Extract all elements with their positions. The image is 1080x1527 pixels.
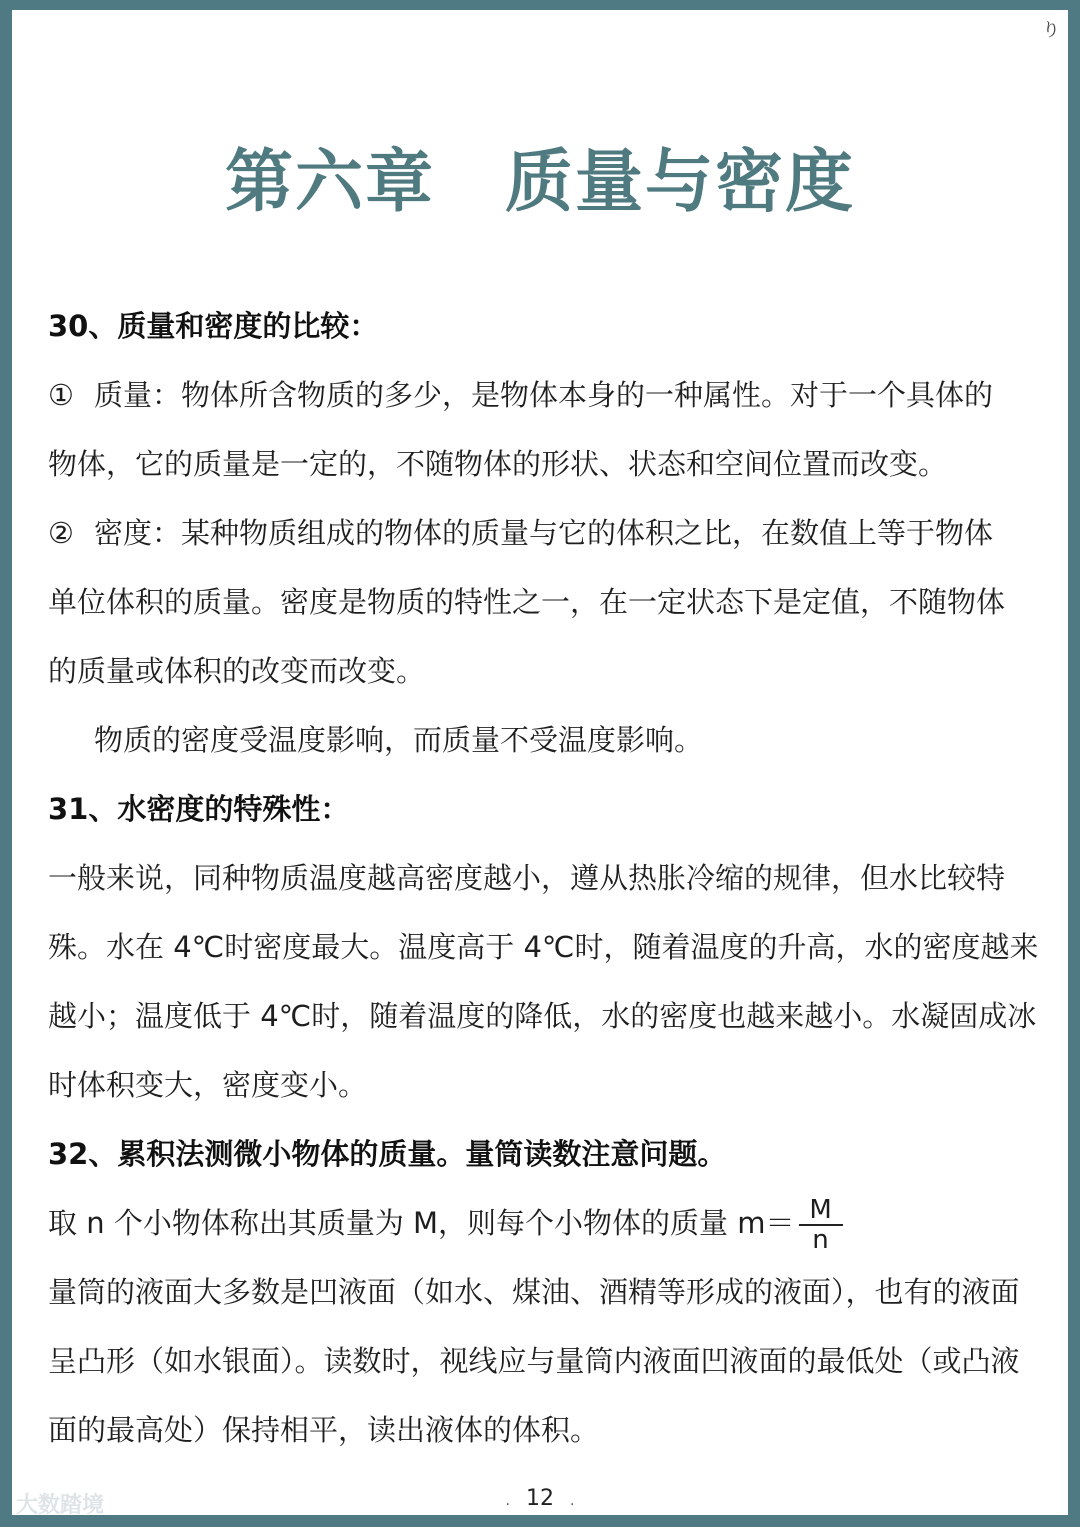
s30-item2-line3: 的质量或体积的改变而改变。	[48, 654, 426, 688]
corner-mark: り	[1042, 20, 1060, 41]
chapter-name: 质量与密度	[505, 143, 856, 222]
s31-line4: 时体积变大，密度变小。	[48, 1068, 368, 1102]
section-30-heading: 30、质量和密度的比较：	[48, 309, 379, 343]
s32-line3: 呈凸形（如水银面）。读数时，视线应与量筒内液面凹液面的最低处（或凸液	[48, 1344, 1020, 1378]
page-number-text: 12	[526, 1486, 554, 1511]
item1-text: 质量：物体所含物质的多少，是物体本身的一种属性。对于一个具体的	[94, 378, 994, 412]
section-31-heading: 31、水密度的特殊性：	[48, 792, 350, 826]
s31-line1: 一般来说，同种物质温度越高密度越小，遵从热胀冷缩的规律，但水比较特	[48, 861, 1006, 895]
s30-item1-line1	[48, 361, 1048, 430]
chapter-number: 第六章	[224, 143, 435, 222]
s30-note: 物质的密度受温度影响，而质量不受温度影响。	[94, 723, 704, 757]
s32-line2: 量筒的液面大多数是凹液面（如水、煤油、酒精等形成的液面），也有的液面	[48, 1275, 1020, 1309]
item1-number: ①	[48, 378, 74, 412]
s31-line3: 越小；温度低于 4℃时，随着温度的降低，水的密度也越来越小。水凝固成冰	[48, 999, 1037, 1033]
s30-item2-line2: 单位体积的质量。密度是物质的特性之一，在一定状态下是定值，不随物体	[48, 585, 1006, 619]
document-page	[12, 10, 1068, 1515]
item2-text: 密度：某种物质组成的物体的质量与它的体积之比，在数值上等于物体	[94, 516, 994, 550]
s31-line2: 殊。水在 4℃时密度最大。温度高于 4℃时，随着温度的升高，水的密度越来	[48, 930, 1039, 964]
mass-fraction	[799, 1196, 843, 1254]
fraction-denominator: n	[812, 1225, 829, 1255]
page-dot-left: .	[505, 1493, 510, 1509]
section-32-heading: 32、累积法测微小物体的质量。量筒读数注意问题。	[48, 1137, 727, 1171]
s30-item1-line2: 物体，它的质量是一定的，不随物体的形状、状态和空间位置而改变。	[48, 447, 948, 481]
formula-text: 取 n 个小物体称出其质量为 M，则每个小物体的质量 m＝	[48, 1206, 795, 1240]
chapter-title	[12, 128, 1068, 225]
content	[48, 292, 1048, 1465]
s30-item2-line1	[48, 499, 1048, 568]
page-number	[12, 1486, 1068, 1511]
item2-number: ②	[48, 516, 74, 550]
s32-formula-line	[48, 1189, 1048, 1258]
watermark: 大数踏境	[16, 1493, 105, 1515]
page-dot-right: .	[570, 1493, 575, 1509]
s32-line4: 面的最高处）保持相平，读出液体的体积。	[48, 1413, 600, 1447]
fraction-numerator: M	[809, 1195, 832, 1225]
